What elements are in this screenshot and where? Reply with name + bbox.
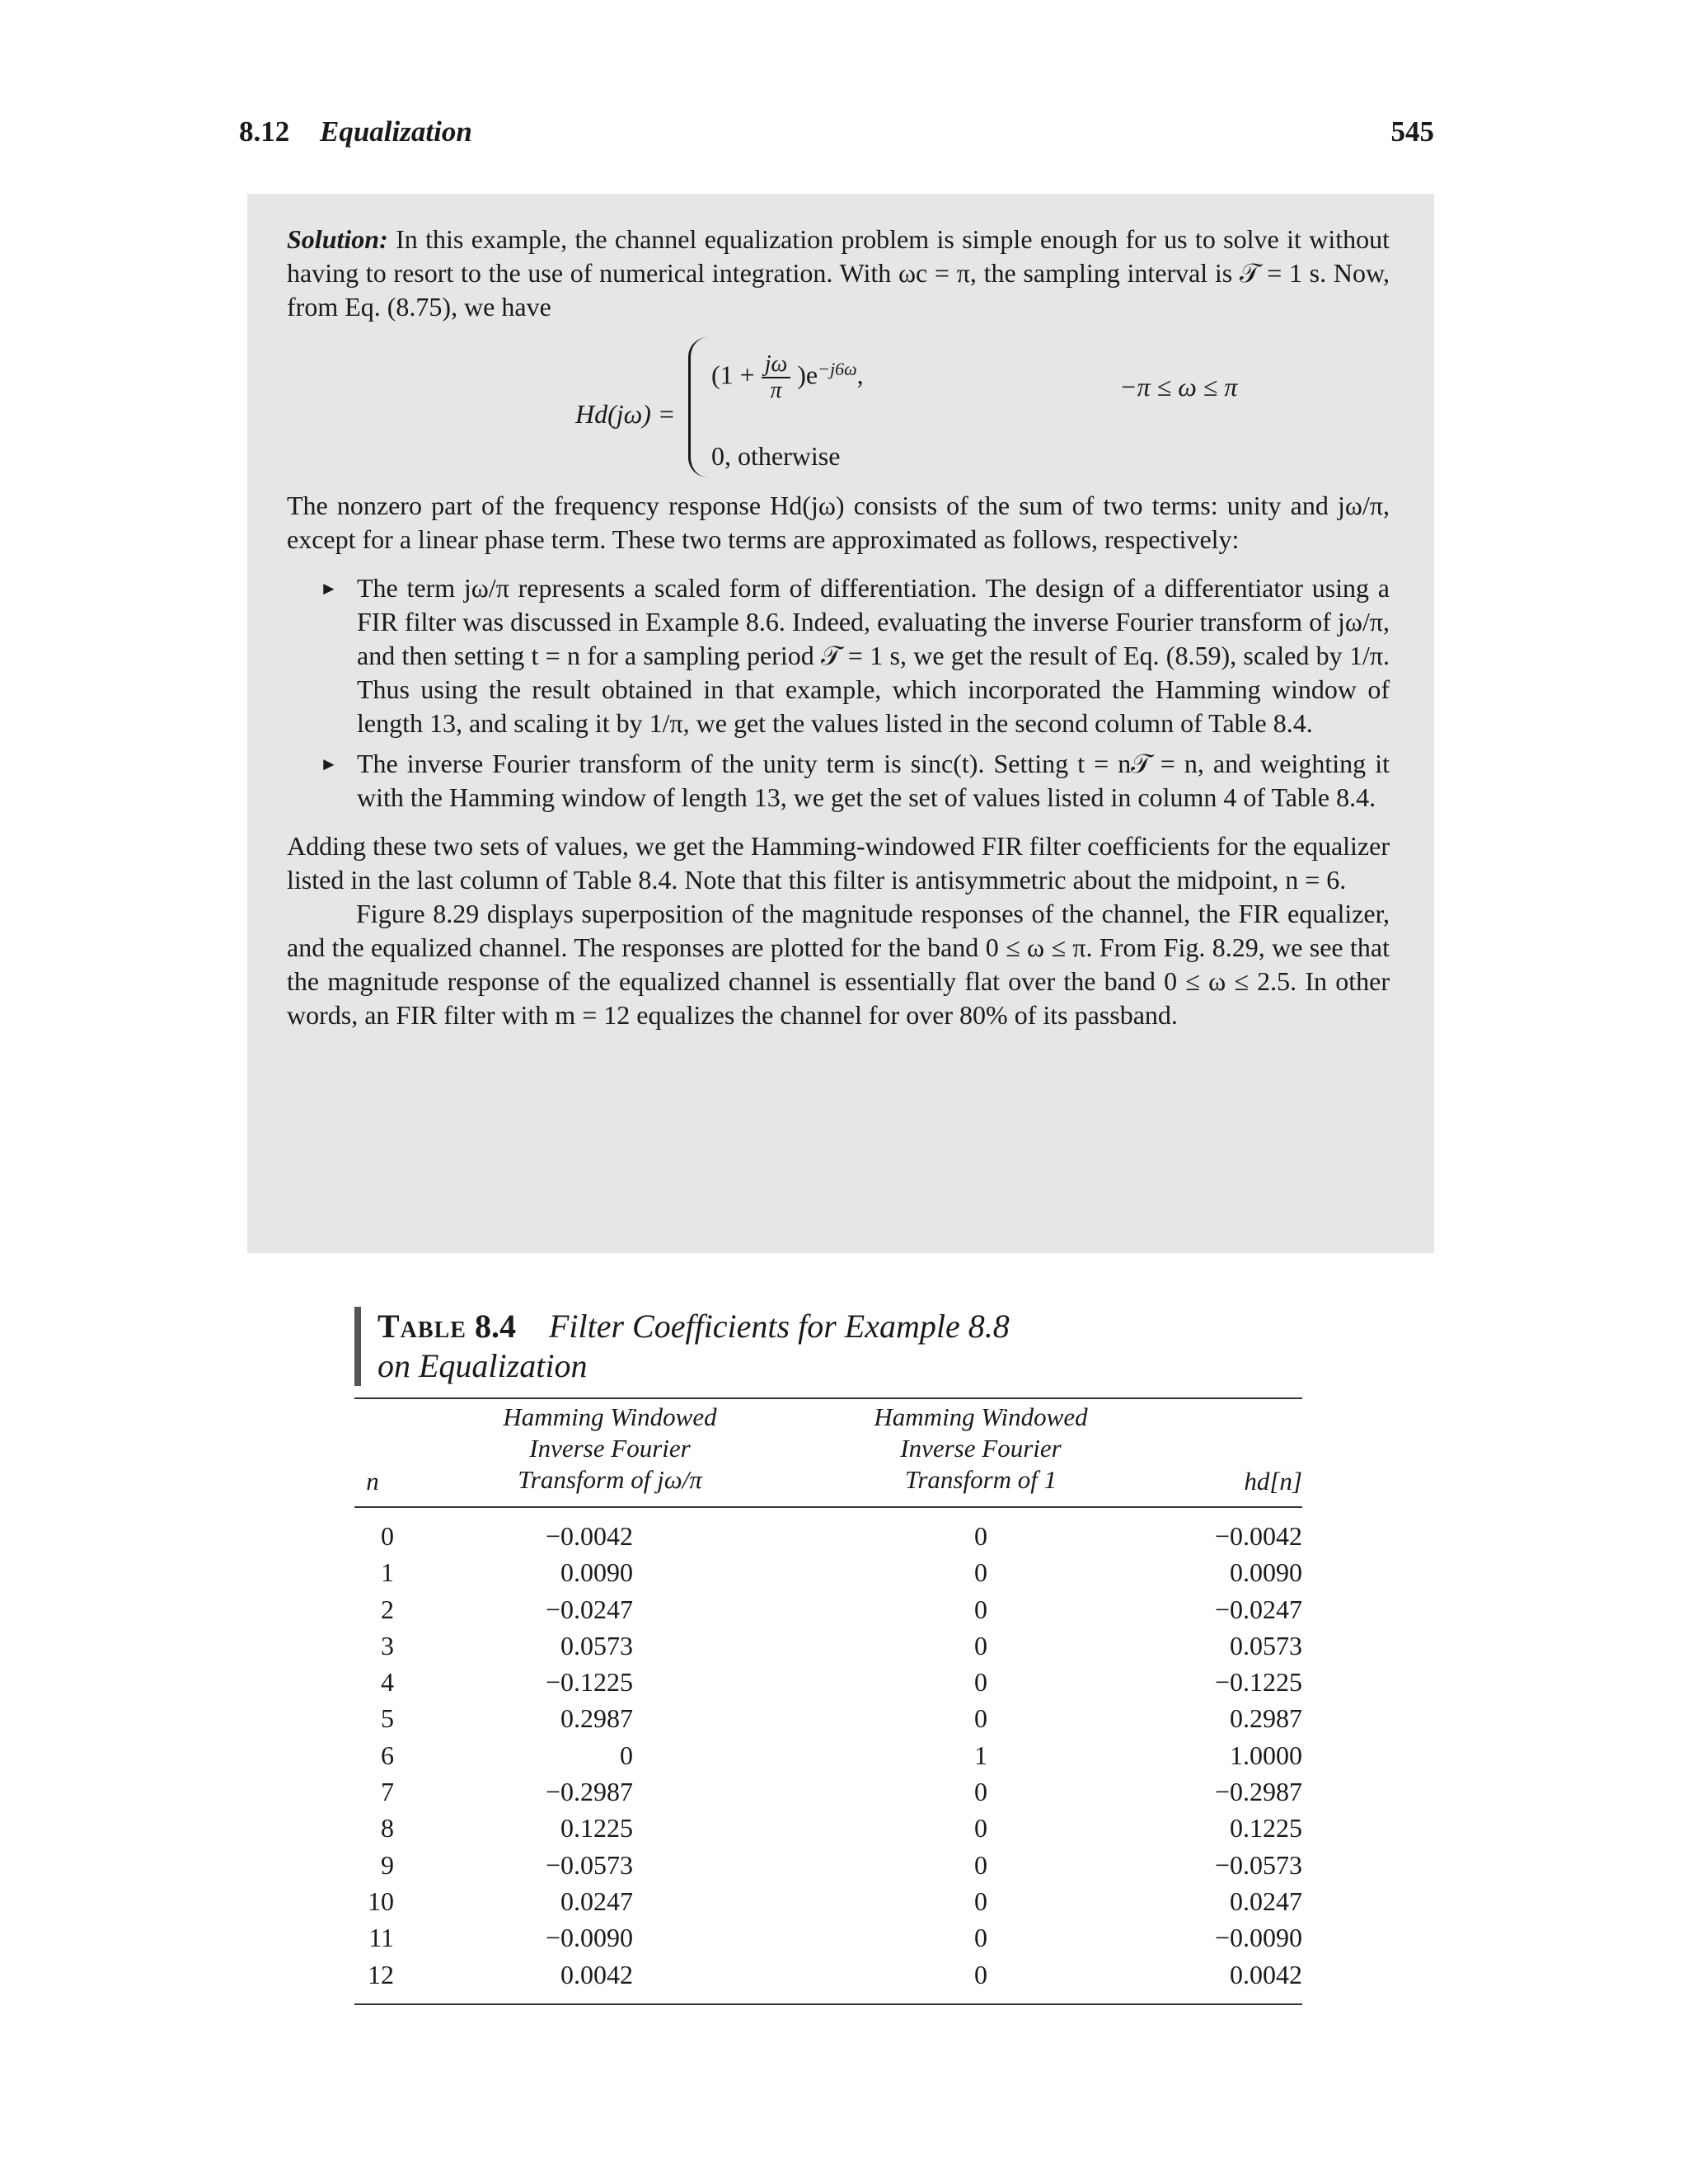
col-header-2-line1: Hamming Windowed (503, 1402, 717, 1431)
table-body (354, 1521, 1302, 1996)
bullet-triangle-icon: ► (320, 578, 338, 599)
solution-intro (287, 223, 1390, 324)
solution-label: Solution: (287, 224, 388, 254)
table-header-rule (354, 1506, 1302, 1508)
table-number: 8.4 (474, 1308, 516, 1345)
bullet-text: The inverse Fourier transform of the unity term is sinc(t). Setting t = n𝒯 = n, and weighting it with the Hamming window of length 13, we get the set of values listed in column 4 of Table 8.4. (357, 749, 1390, 812)
eq-fraction (762, 352, 791, 403)
equation-case-top (711, 352, 864, 403)
cell-hd: 0.1225 (1230, 1813, 1302, 1843)
cell-col2: 0 (620, 1740, 633, 1770)
table-top-rule (354, 1397, 1302, 1399)
table-row (354, 1667, 1302, 1703)
cell-n: 2 (381, 1594, 394, 1624)
paragraph-nonzero: The nonzero part of the frequency response Hd(jω) consists of the sum of two terms: unity and jω/π, except for a linear phase term. These two terms are approximated as follows, respectively: (287, 491, 1390, 554)
cell-col2: 0.0042 (560, 1959, 633, 1989)
table-row (354, 1631, 1302, 1667)
cell-col3: 0 (974, 1923, 987, 1953)
cell-col2: 0.2987 (560, 1703, 633, 1734)
cell-hd: 0.0247 (1230, 1886, 1302, 1916)
table-title (354, 1307, 1010, 1386)
cell-col3: 0 (974, 1849, 987, 1880)
cell-col3: 0 (974, 1703, 987, 1734)
cell-n: 0 (381, 1521, 394, 1551)
cell-n: 10 (368, 1886, 394, 1916)
table-row (354, 1777, 1302, 1813)
col-header-hd: hd[n] (1244, 1467, 1302, 1496)
equation-condition: −π ≤ ω ≤ π (1119, 372, 1238, 402)
col-header-3-line3: Transform of 1 (904, 1465, 1057, 1494)
table-caption-line1: Filter Coefficients for Example 8.8 (548, 1308, 1010, 1345)
cell-col3: 0 (974, 1667, 987, 1698)
col-header-2-line3: Transform of jω/π (518, 1465, 702, 1494)
cell-n: 3 (381, 1630, 394, 1660)
table-row (354, 1521, 1302, 1557)
cell-col3: 0 (974, 1959, 987, 1989)
eq-frac-den: π (770, 378, 782, 403)
table-row (354, 1557, 1302, 1594)
page-number: 545 (1390, 115, 1434, 148)
table-label: Table (377, 1308, 467, 1345)
cell-n: 6 (381, 1740, 394, 1770)
cell-hd: −0.1225 (1214, 1667, 1302, 1698)
cell-col2: −0.0090 (545, 1923, 633, 1953)
table-row (354, 1813, 1302, 1849)
col-header-3-line2: Inverse Fourier (900, 1434, 1062, 1463)
cell-n: 4 (381, 1667, 394, 1698)
cell-n: 8 (381, 1813, 394, 1843)
cell-col3: 0 (974, 1630, 987, 1660)
bullet-item (287, 571, 1390, 740)
cell-col3: 0 (974, 1594, 987, 1624)
cell-col3: 0 (974, 1813, 987, 1843)
cell-hd: 1.0000 (1230, 1740, 1302, 1770)
cell-col3: 1 (974, 1740, 987, 1770)
cell-n: 9 (381, 1849, 394, 1880)
solution-intro-text: In this example, the channel equalization problem is simple enough for us to solve it without having to resort to the use of numerical integration. With ωc = π, the sampling interval is 𝒯 = 1 s. Now, from Eq. (8.75), we have (287, 224, 1390, 322)
col-header-2-line2: Inverse Fourier (529, 1434, 691, 1463)
cell-hd: −0.0042 (1214, 1521, 1302, 1551)
bullet-item (287, 747, 1390, 815)
eq-close: )e (797, 359, 818, 390)
cell-col2: 0.0090 (560, 1557, 633, 1588)
eq-frac-num: jω (762, 352, 791, 378)
cell-hd: 0.2987 (1230, 1703, 1302, 1734)
table-row (354, 1923, 1302, 1959)
cell-hd: −0.0573 (1214, 1849, 1302, 1880)
cell-hd: 0.0042 (1230, 1959, 1302, 1989)
table-row (354, 1886, 1302, 1923)
col-header-2 (445, 1402, 775, 1496)
cell-n: 12 (368, 1959, 394, 1989)
table-row (354, 1960, 1302, 1996)
cell-col2: 0.0247 (560, 1886, 633, 1916)
section-heading (239, 115, 472, 148)
cell-n: 11 (368, 1923, 394, 1953)
cell-col3: 0 (974, 1521, 987, 1551)
equation-hd (287, 336, 1390, 484)
col-header-3 (816, 1402, 1146, 1496)
cell-col3: 0 (974, 1886, 987, 1916)
section-title: Equalization (320, 115, 472, 148)
table-row (354, 1703, 1302, 1740)
table-row (354, 1595, 1302, 1631)
cell-hd: −0.0090 (1214, 1923, 1302, 1953)
paragraph-figure: Figure 8.29 displays superposition of the magnitude responses of the channel, the FIR equalizer, and the equalized channel. The responses are plotted for the band 0 ≤ ω ≤ π. From Fig. 8.29, we see that the magnitude response of the equalized channel is essentially flat over the band 0 ≤ ω ≤ 2.5. In other words, an FIR filter with m = 12 equalizes the channel for over 80% of its passband. (287, 899, 1390, 1030)
table-caption-line2: on Equalization (377, 1347, 588, 1384)
cell-col2: −0.0573 (545, 1849, 633, 1880)
cell-col2: −0.0042 (545, 1521, 633, 1551)
col-header-n: n (366, 1467, 379, 1496)
col-header-3-line1: Hamming Windowed (874, 1402, 1088, 1431)
solution-text (287, 223, 1390, 1032)
cell-col2: −0.1225 (545, 1667, 633, 1698)
equation-case-bottom: 0, otherwise (711, 441, 841, 471)
cell-col2: 0.0573 (560, 1630, 633, 1660)
bullet-text: The term jω/π represents a scaled form of differentiation. The design of a differentiator using a FIR filter was discussed in Example 8.6. Indeed, evaluating the inverse Fourier transform of jω/π, and then setting t = n for a sampling period 𝒯 = 1 s, we get the result of Eq. (8.59), scaled by 1/π. Thus using the result obtained in that example, which incorporated the Hamming window of length 13, and scaling it by 1/π, we get the values listed in the second column of Table 8.4. (357, 573, 1390, 738)
bullet-list (287, 571, 1390, 815)
page-header (239, 115, 1434, 157)
cell-col2: −0.2987 (545, 1777, 633, 1807)
cell-n: 1 (381, 1557, 394, 1588)
table-row (354, 1740, 1302, 1777)
paragraph-adding: Adding these two sets of values, we get the Hamming-windowed FIR filter coefficients for the equalizer listed in the last column of Table 8.4. Note that this filter is antisymmetric about the midpoint, n = 6. (287, 831, 1390, 895)
bullet-triangle-icon: ► (320, 754, 338, 774)
cell-col2: −0.0247 (545, 1594, 633, 1624)
cell-col3: 0 (974, 1557, 987, 1588)
cell-n: 5 (381, 1703, 394, 1734)
cell-col2: 0.1225 (560, 1813, 633, 1843)
equation-brace (688, 337, 709, 477)
eq-comma: , (856, 359, 864, 390)
table-bottom-rule (354, 2003, 1302, 2005)
eq-open: (1 + (711, 359, 755, 390)
cell-hd: −0.0247 (1214, 1594, 1302, 1624)
section-number: 8.12 (239, 115, 290, 148)
table-row (354, 1850, 1302, 1886)
cell-col3: 0 (974, 1777, 987, 1807)
cell-hd: 0.0573 (1230, 1630, 1302, 1660)
cell-hd: 0.0090 (1230, 1557, 1302, 1588)
cell-hd: −0.2987 (1214, 1777, 1302, 1807)
equation-lhs: Hd(jω) = (575, 399, 676, 429)
cell-n: 7 (381, 1777, 394, 1807)
eq-exponent: −j6ω (818, 359, 857, 379)
